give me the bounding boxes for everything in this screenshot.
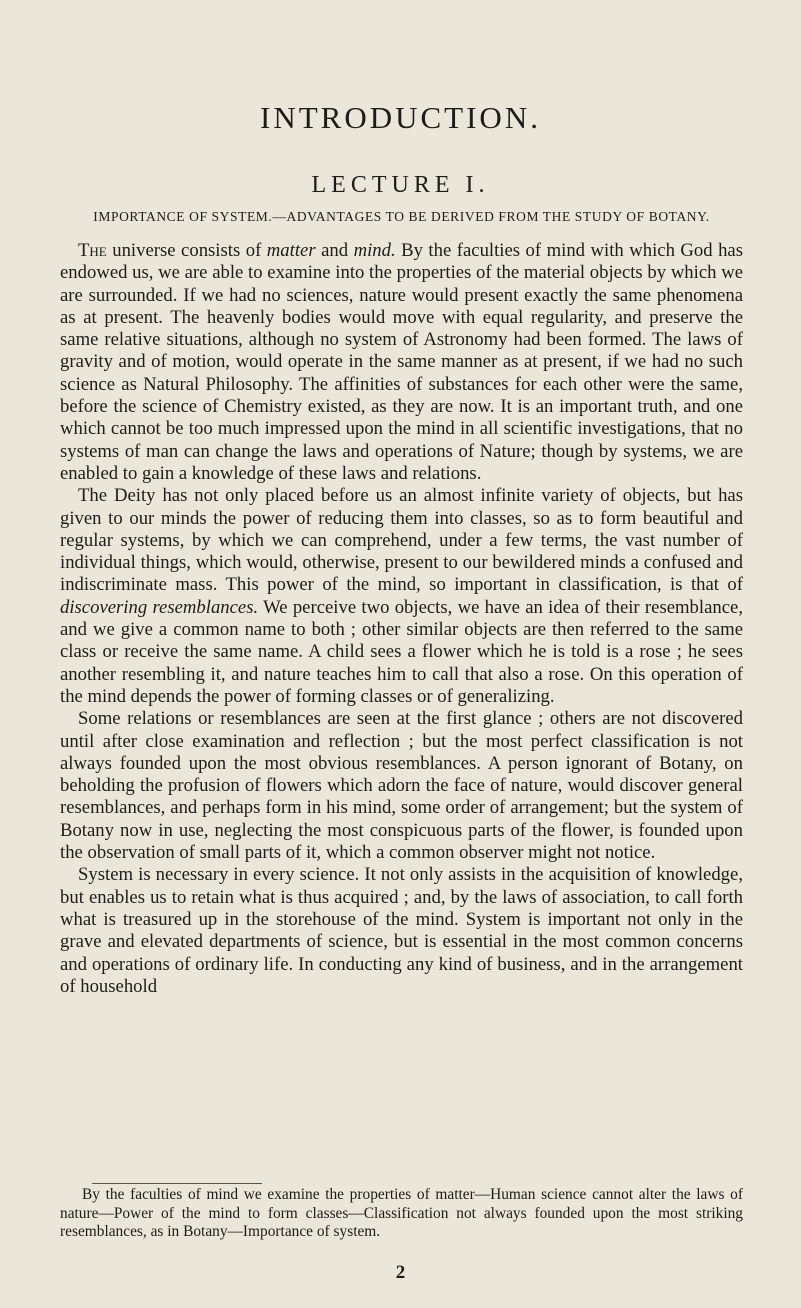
page-title: INTRODUCTION. bbox=[260, 100, 541, 135]
text-run: universe consists of bbox=[106, 240, 267, 261]
paragraph-3 bbox=[60, 708, 743, 864]
emphasis: matter bbox=[266, 240, 316, 261]
summary-text: By the faculties of mind we examine the properties of matter—Human science cannot alter the laws of nature—Power of the mind to form classes—Classification not always founded upon the most striking resemblances, as in Botany—Importance of system. bbox=[60, 1186, 743, 1240]
lecture-heading: LECTURE I. bbox=[311, 172, 490, 198]
paragraph-4 bbox=[60, 864, 743, 998]
text-run: By the faculties of mind with which God has endowed us, we are able to examine into the properties of the material objects by which we are surrounded. If we had no sciences, nature would present exactly the same phenomena as at present. The heavenly bodies would move with equal regularity, and preserve the same relative situations, although no system of Astronomy had been formed. The laws of gravity and of motion, would operate in the same manner as at present, if we had no such science as Natural Philosophy. The affinities of substances for each other were the same, before the science of Chemistry existed, as they are now. It is an important truth, and one which cannot be too much impressed upon the mind in all scientific investigations, that no systems of man can change the laws and operations of Nature; though by systems, we are enabled to gain a knowledge of these laws and relations. bbox=[60, 240, 744, 484]
emphasis: discovering resemblances. bbox=[60, 596, 259, 618]
text-run: Some relations or resemblances are seen at the first glance ; others are not discovered until after close examination and reflection ; but the most perfect classification is not always founded upon the most obvious resemblances. A person ignorant of Botany, on beholding the profusion of flowers which adorn the face of nature, would discover general resemblances, and perhaps form in his mind, some order of arrangement; but the system of Botany now in use, neglecting the most conspicuous parts of the flower, is founded upon the observation of small parts of it, which a common observer might not notice. bbox=[60, 708, 743, 864]
paragraph-1 bbox=[60, 240, 743, 485]
text-run: We perceive two objects, we have an idea of their resemblance, and we give a common name to both ; other similar objects are then referred to the same class or receive the same name. A child sees a flower which he is told is a rose ; he sees another resembling it, and nature teaches him to call that also a rose. On this operation of the mind depends the power of forming classes or of generalizing. bbox=[60, 596, 743, 707]
paragraph-2 bbox=[60, 485, 743, 708]
paragraph-lead-word: The bbox=[78, 240, 107, 261]
emphasis: mind. bbox=[353, 240, 396, 261]
lecture-summary bbox=[60, 1186, 743, 1242]
text-run: System is necessary in every science. It not only assists in the acquisition of knowledge, but enables us to retain what is thus acquired ; and, by the laws of association, to call forth what is treasured up in the storehouse of the mind. System is important not only in the grave and elevated departments of science, but is essential in the most common concerns and operations of ordinary life. In conducting any kind of business, and in the arrangement of household bbox=[60, 864, 743, 997]
text-run: and bbox=[315, 240, 354, 261]
page-number: 2 bbox=[395, 1262, 406, 1283]
body-text bbox=[60, 240, 743, 998]
text-run: The Deity has not only placed before us an almost infinite variety of objects, but has given to our minds the power of reducing them into classes, so as to form beautiful and regular systems, by which we can comprehend, under a few terms, the vast number of individual things, which would, otherwise, present to our bewildered minds a confused and indiscriminate mass. This power of the mind, so important in classification, is that of bbox=[60, 485, 743, 596]
lecture-subtitle: IMPORTANCE OF SYSTEM.—ADVANTAGES TO BE DERIVED FROM THE STUDY OF BOTANY. bbox=[93, 209, 710, 224]
footnote-rule bbox=[92, 1183, 262, 1184]
